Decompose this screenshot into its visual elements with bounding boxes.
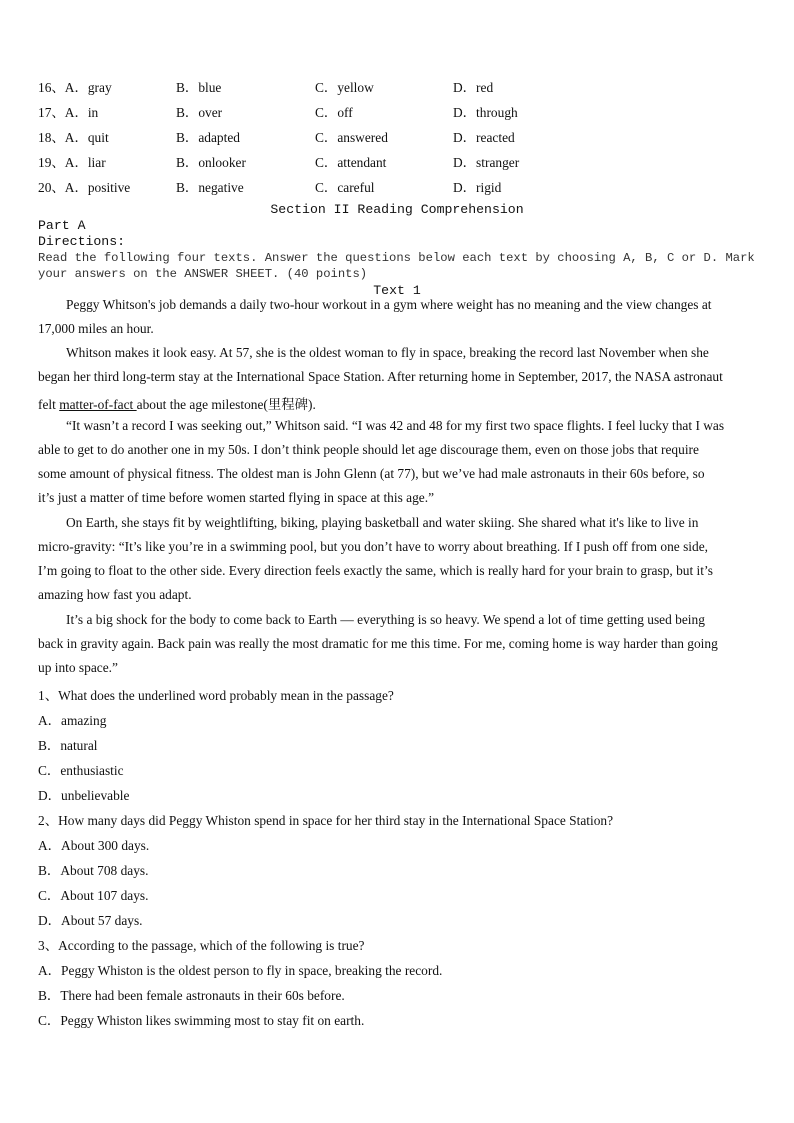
passage-line: up into space.” (38, 660, 118, 675)
option-d: D．rigid (453, 180, 502, 195)
section-title: Section II Reading Comprehension (270, 202, 524, 217)
passage-line: Peggy Whitson's job demands a daily two-hour workout in a gym where weight has no meaning and the view changes at (66, 297, 712, 312)
passage-line: I’m going to float to the other side. Every direction feels exactly the same, which is really hard for your brain to grasp, but it’s (38, 563, 713, 578)
option-a: 16、A．gray (38, 80, 112, 95)
passage-line: “It wasn’t a record I was seeking out,” Whitson said. “I was 42 and 48 for my first two space flights. I feel lucky that I was (66, 418, 725, 433)
option-d: D．stranger (453, 155, 520, 170)
passage-line: began her third long-term stay at the International Space Station. After returning home in September, 2017, the NASA astronaut (38, 369, 723, 384)
passage-text: felt (38, 397, 60, 412)
option-c: C．answered (315, 130, 388, 145)
option-c: C．off (315, 105, 353, 120)
part-label: Part A (38, 218, 86, 233)
answer-option: C．Peggy Whiston likes swimming most to stay fit on earth. (38, 1013, 365, 1028)
option-a: 20、A．positive (38, 180, 131, 195)
option-c: C．yellow (315, 80, 374, 95)
passage-text: about the age milestone(里程碑). (136, 397, 316, 412)
passage-line (38, 394, 316, 413)
option-b: B．adapted (176, 130, 240, 145)
answer-option: A．Peggy Whiston is the oldest person to fly in space, breaking the record. (38, 963, 443, 978)
text-title: Text 1 (373, 283, 421, 298)
answer-option: D．unbelievable (38, 788, 130, 803)
answer-option: B．About 708 days. (38, 863, 149, 878)
directions-text-line-2: your answers on the ANSWER SHEET. (40 points) (38, 267, 368, 281)
option-c: C．careful (315, 180, 375, 195)
directions-text-line-1: Read the following four texts. Answer the questions below each text by choosing A, B, C or D. Mark (38, 251, 755, 265)
answer-option: B．natural (38, 738, 98, 753)
passage-line: 17,000 miles an hour. (38, 321, 154, 336)
underlined-word: matter-of-fact (59, 397, 137, 412)
option-d: D．reacted (453, 130, 515, 145)
option-a: 17、A．in (38, 105, 99, 120)
question-stem: 3、According to the passage, which of the following is true? (38, 938, 365, 953)
answer-option: C．About 107 days. (38, 888, 149, 903)
option-d: D．through (453, 105, 518, 120)
directions-label: Directions: (38, 234, 126, 249)
passage-line: micro-gravity: “It’s like you’re in a swimming pool, but you don’t have to worry about breathing. If I push off from one side, (38, 539, 709, 554)
passage-line: it’s just a matter of time before women started flying in space at this age.” (38, 490, 435, 505)
option-d: D．red (453, 80, 494, 95)
option-b: B．over (176, 105, 223, 120)
answer-option: A．amazing (38, 713, 107, 728)
answer-option: D．About 57 days. (38, 913, 143, 928)
option-c: C．attendant (315, 155, 387, 170)
option-b: B．onlooker (176, 155, 246, 170)
option-a: 19、A．liar (38, 155, 106, 170)
passage-line: Whitson makes it look easy. At 57, she is the oldest woman to fly in space, breaking the record last November when she (66, 345, 709, 360)
question-stem: 1、What does the underlined word probably mean in the passage? (38, 688, 394, 703)
passage-line: back in gravity again. Back pain was really the most dramatic for me this time. For me, coming home is way harder than going (38, 636, 718, 651)
option-a: 18、A．quit (38, 130, 109, 145)
answer-option: B．There had been female astronauts in their 60s before. (38, 988, 345, 1003)
passage-line: able to get to do another one in my 50s. I don’t think people should let age discourage them, even on those jobs that require (38, 442, 699, 457)
option-b: B．blue (176, 80, 222, 95)
passage-line: On Earth, she stays fit by weightlifting, biking, playing basketball and water skiing. She shared what it's like to live in (66, 515, 699, 530)
passage-line: some amount of physical fitness. The oldest man is John Glenn (at 77), but we’ve had male astronauts in their 60s before, so (38, 466, 705, 481)
passage-line: amazing how fast you adapt. (38, 587, 192, 602)
option-b: B．negative (176, 180, 244, 195)
answer-option: A．About 300 days. (38, 838, 150, 853)
passage-line: It’s a big shock for the body to come back to Earth — everything is so heavy. We spend a lot of time getting used being (66, 612, 705, 627)
answer-option: C．enthusiastic (38, 763, 124, 778)
question-stem: 2、How many days did Peggy Whiston spend in space for her third stay in the International Space Station? (38, 813, 614, 828)
